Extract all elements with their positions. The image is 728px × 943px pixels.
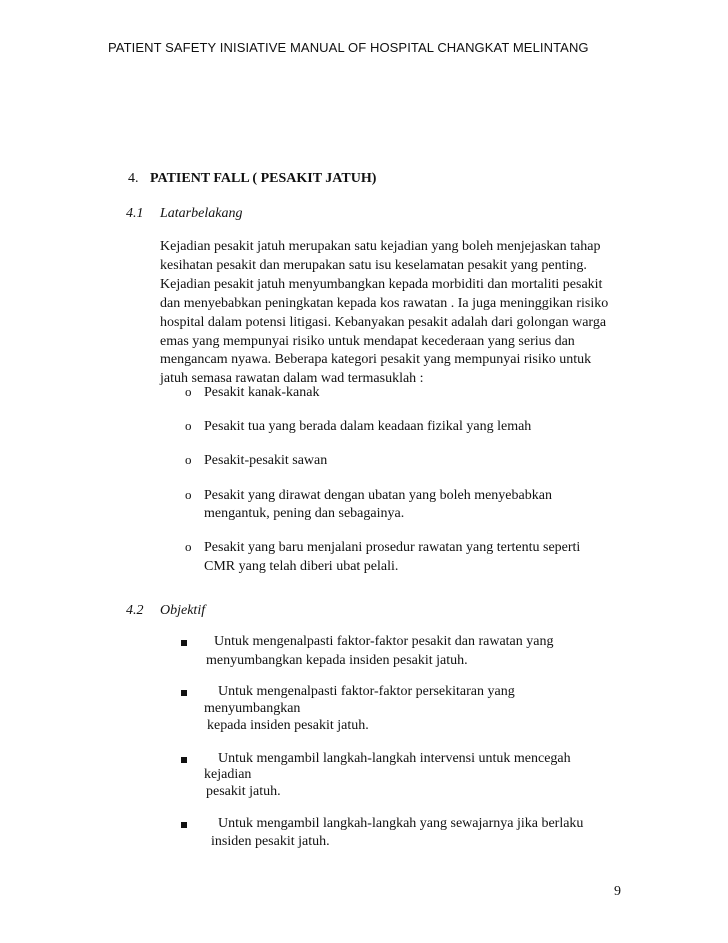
square-bullet-icon xyxy=(181,822,187,828)
list-item-text: kepada insiden pesakit jatuh. xyxy=(207,718,369,733)
subsection-4-1-number: 4.1 xyxy=(126,206,144,221)
section-number: 4. xyxy=(128,171,139,186)
section-title: PATIENT FALL ( PESAKIT JATUH) xyxy=(150,171,377,186)
list-item-text: mengantuk, pening dan sebagainya. xyxy=(204,506,405,521)
list-item-text: Pesakit-pesakit sawan xyxy=(204,453,328,468)
list-item-text: menyumbangkan xyxy=(204,701,301,716)
subsection-4-1-title: Latarbelakang xyxy=(160,206,243,221)
subsection-4-2-number: 4.2 xyxy=(126,603,144,618)
paragraph-line: mengancam nyawa. Beberapa kategori pesakit yang mempunyai risiko untuk xyxy=(160,352,592,368)
list-item-text: Untuk mengambil langkah-langkah yang sewajarnya jika berlaku xyxy=(218,816,584,831)
paragraph-line: kesihatan pesakit dan merupakan satu isu keselamatan pesakit yang penting. xyxy=(160,257,587,273)
circle-bullet-icon: o xyxy=(185,539,192,554)
list-item-text: Untuk mengambil langkah-langkah intervensi untuk mencegah xyxy=(218,751,571,766)
paragraph-line: Kejadian pesakit jatuh merupakan satu kejadian yang boleh menjejaskan tahap xyxy=(160,239,601,254)
paragraph-line: Kejadian pesakit jatuh menyumbangkan kepada morbiditi dan mortaliti pesakit xyxy=(160,276,603,292)
list-item-text: kejadian xyxy=(204,767,252,782)
list-item-text: Pesakit yang baru menjalani prosedur rawatan yang tertentu seperti xyxy=(204,540,581,555)
square-bullet-icon xyxy=(181,640,187,646)
list-item-text: Untuk mengenalpasti faktor-faktor pesakit dan rawatan yang xyxy=(214,634,554,649)
paragraph-line: dan menyebabkan peningkatan kepada kos rawatan . Ia juga meninggikan risiko xyxy=(160,295,609,311)
paragraph-line: emas yang mempunyai risiko untuk mendapat kecederaan yang serius dan xyxy=(160,333,575,349)
list-item-text: menyumbangkan kepada insiden pesakit jatuh. xyxy=(206,653,468,668)
list-item-text: CMR yang telah diberi ubat pelali. xyxy=(204,559,399,574)
list-item-text: Pesakit tua yang berada dalam keadaan fizikal yang lemah xyxy=(204,419,532,434)
circle-bullet-icon: o xyxy=(185,418,192,433)
circle-bullet-icon: o xyxy=(185,487,192,502)
list-item-text: pesakit jatuh. xyxy=(206,784,281,799)
list-item-text: Pesakit yang dirawat dengan ubatan yang boleh menyebabkan xyxy=(204,488,552,503)
circle-bullet-icon: o xyxy=(185,384,192,399)
paragraph-line: jatuh semasa rawatan dalam wad termasuklah : xyxy=(160,371,424,387)
list-item-text: insiden pesakit jatuh. xyxy=(211,834,330,849)
list-item-text: Pesakit kanak-kanak xyxy=(204,385,320,400)
subsection-4-2-title: Objektif xyxy=(160,603,206,618)
background-paragraph xyxy=(160,238,630,389)
list-item-text: Untuk mengenalpasti faktor-faktor persekitaran yang xyxy=(218,684,515,699)
page-header: PATIENT SAFETY INISIATIVE MANUAL OF HOSPITAL CHANGKAT MELINTANG xyxy=(108,40,589,55)
paragraph-line: hospital dalam potensi litigasi. Kebanyakan pesakit adalah dari golongan warga xyxy=(160,314,607,330)
square-bullet-icon xyxy=(181,757,187,763)
circle-bullet-icon: o xyxy=(185,452,192,467)
page-number: 9 xyxy=(614,884,621,899)
section-heading xyxy=(128,171,376,187)
square-bullet-icon xyxy=(181,690,187,696)
